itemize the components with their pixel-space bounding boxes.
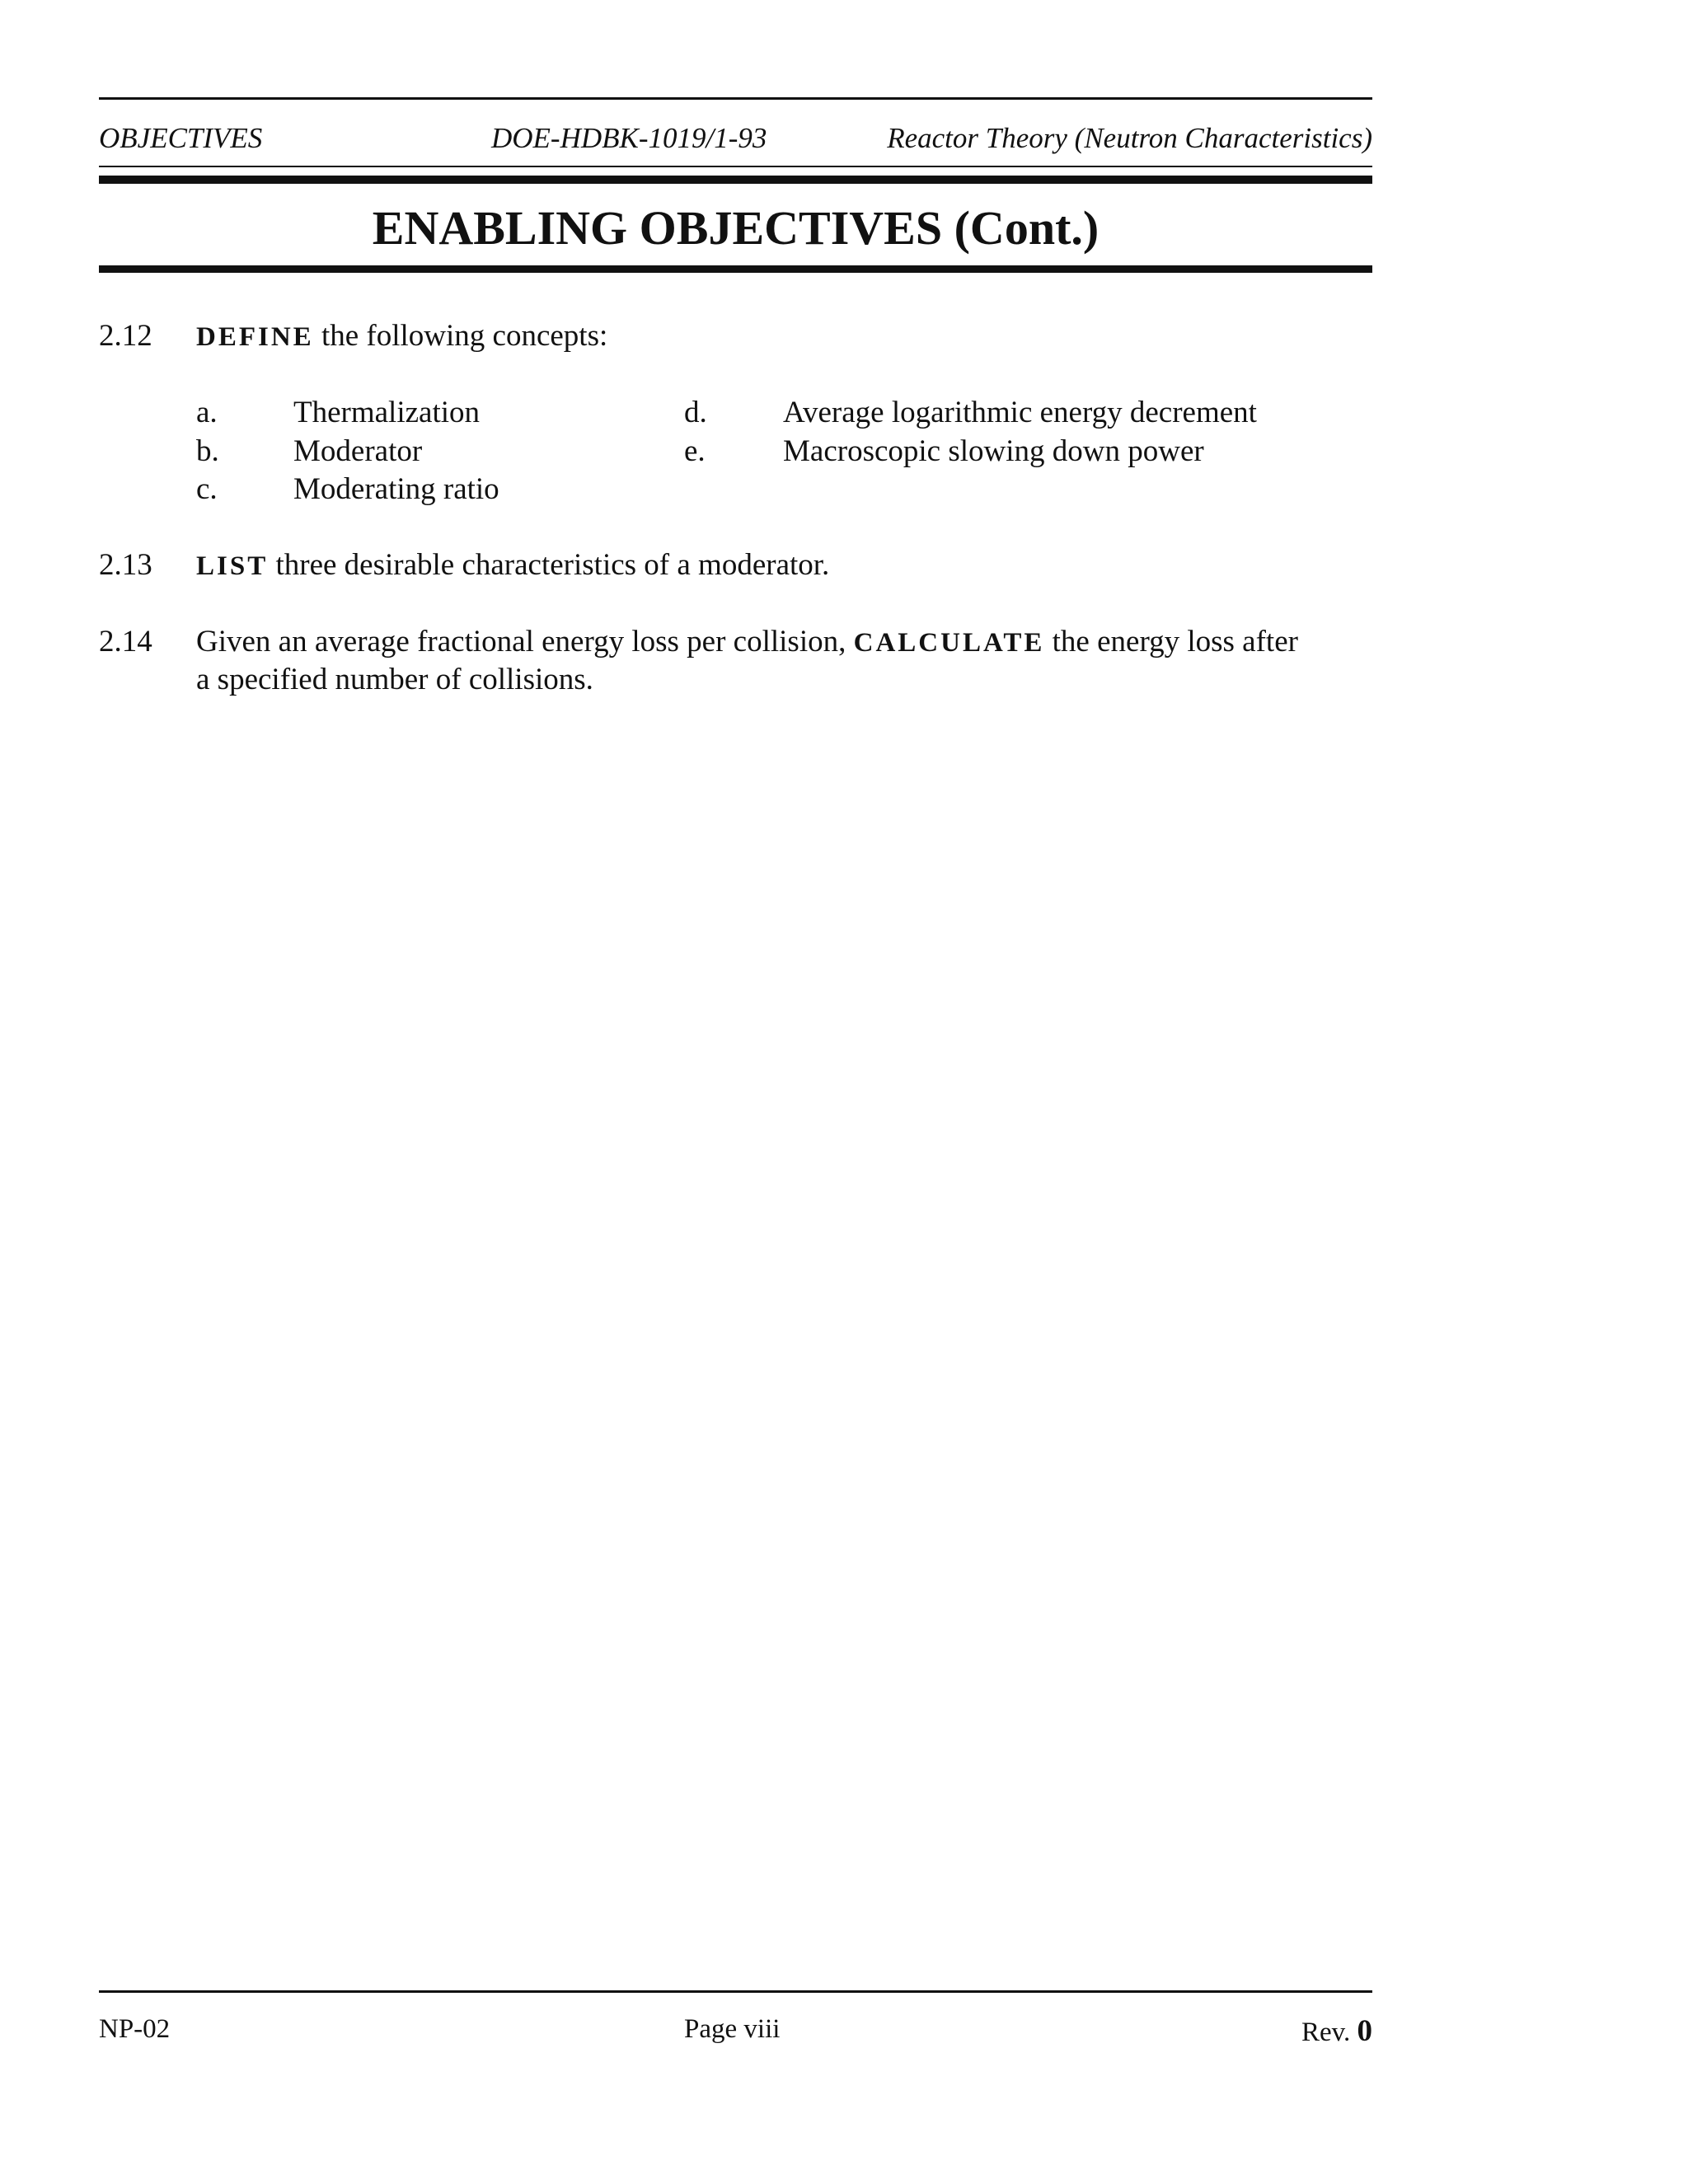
list-item-letter: d. [684,396,707,429]
objective-text [196,623,1298,662]
header-thick-rule [99,176,1372,184]
objective-text [196,546,829,585]
objective-number: 2.12 [99,319,152,353]
action-verb: CALCULATE [853,628,1045,658]
list-item-text: Macroscopic slowing down power [783,434,1204,468]
list-item-letter: b. [196,434,219,468]
revision-number: 0 [1357,2014,1372,2048]
objective-description: the following concepts: [321,319,608,353]
objective-number: 2.13 [99,548,152,582]
footer-rule [99,1990,1372,1993]
list-item-letter: a. [196,396,218,429]
list-item-text: Average logarithmic energy decrement [783,396,1257,429]
action-verb: LIST [196,551,269,581]
footer-module-code: NP-02 [99,2014,171,2044]
page-title: ENABLING OBJECTIVES (Cont.) [372,201,1100,255]
header-top-rule [99,97,1372,100]
objective-description: three desirable characteristics of a moderator. [275,548,830,582]
list-item-text: Moderating ratio [293,472,499,506]
footer-revision [1301,2016,1372,2046]
objective-text [196,317,607,356]
objective-description: Given an average fractional energy loss per collision, [196,625,846,658]
footer-page-number: Page viii [684,2014,781,2044]
list-item-letter: e. [684,434,706,468]
objective-description-continued: the energy loss after [1052,625,1298,658]
title-rule [99,265,1372,273]
header-module-title: Reactor Theory (Neutron Characteristics) [887,122,1372,154]
action-verb: DEFINE [196,322,314,352]
objective-number: 2.14 [99,625,152,658]
objective-text-line-2: a specified number of collisions. [196,663,593,696]
list-item-text: Thermalization [293,396,481,429]
header-document-number: DOE-HDBK-1019/1-93 [491,122,767,154]
revision-label: Rev. [1301,2018,1351,2047]
header-thin-rule [99,166,1372,167]
list-item-letter: c. [196,472,218,506]
list-item-text: Moderator [293,434,423,468]
header-section-name: OBJECTIVES [99,122,263,154]
